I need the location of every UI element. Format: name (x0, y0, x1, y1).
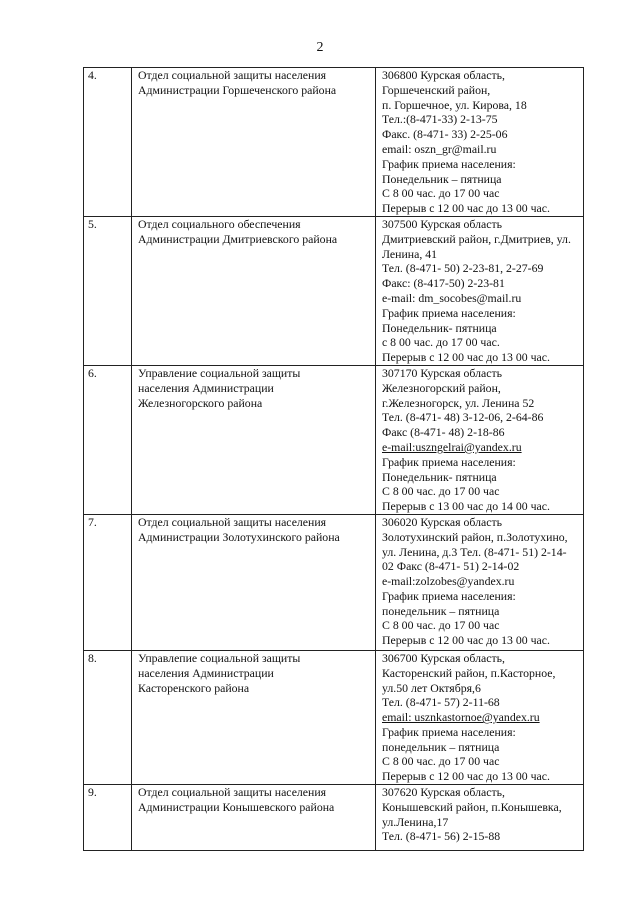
contact-line: понедельник – пятница (382, 739, 500, 754)
office-name-cell (132, 68, 376, 217)
row-number: 4. (84, 68, 132, 217)
contact-line: С 8 00 час. до 17 00 час (382, 186, 500, 201)
office-name-line: Администрации Конышевского района (138, 799, 335, 814)
contact-line: Тел. (8-471- 56) 2-15-88 (382, 829, 501, 844)
table-row (84, 514, 584, 650)
office-name-line: Отдел социальной защиты населения (138, 68, 327, 82)
contact-line: e-mail: dm_socobes@mail.ru (382, 290, 522, 305)
office-name-cell (132, 650, 376, 784)
contact-line: понедельник – пятница (382, 603, 500, 618)
contact-line: Горшеченский район, (382, 82, 491, 97)
contact-line: email: oszn_gr@mail.ru (382, 141, 497, 156)
contact-line: Понедельник- пятница (382, 320, 497, 335)
row-number: 5. (84, 216, 132, 365)
table-body (84, 68, 584, 851)
contact-line: График приема населения: (382, 588, 516, 603)
office-contact-cell (376, 650, 584, 784)
contact-line: ул. Ленина, д.3 Тел. (8-471- 51) 2-14- (382, 544, 567, 559)
contact-line: ул.Ленина,17 (382, 814, 449, 829)
office-name-cell (132, 216, 376, 365)
office-contact-cell (376, 514, 584, 650)
office-name-line: Отдел социального обеспечения (138, 216, 301, 231)
contact-line: График приема населения: (382, 724, 516, 739)
office-name-line: Администрации Золотухинского района (138, 529, 340, 544)
contact-line: e-mail:zolzobes@yandex.ru (382, 574, 515, 589)
social-protection-offices-table (83, 67, 584, 851)
contact-line: 02 Факс (8-471- 51) 2-14-02 (382, 559, 520, 574)
office-name-line: Отдел социальной защиты населения (138, 785, 327, 800)
contact-line: С 8 00 час. до 17 00 час (382, 618, 500, 633)
office-contact-cell (376, 365, 584, 514)
contact-line: Железногорский район, (382, 380, 501, 395)
office-name-line: Администрации Дмитриевского района (138, 231, 338, 246)
contact-line: Факс (8-471- 48) 2-18-86 (382, 425, 505, 440)
office-contact-cell (376, 216, 584, 365)
table-row (84, 785, 584, 851)
row-number: 6. (84, 365, 132, 514)
contact-line: Тел. (8-471- 48) 3-12-06, 2-64-86 (382, 410, 544, 425)
contact-line: График приема населения: (382, 156, 516, 171)
contact-line: Тел. (8-471- 57) 2-11-68 (382, 695, 500, 710)
contact-line: Факс: (8-417-50) 2-23-81 (382, 276, 505, 291)
office-contact-cell (376, 785, 584, 851)
office-name-line: населения Администрации (138, 665, 274, 680)
contact-line: Перерыв с 12 00 час до 13 00 час. (382, 633, 550, 648)
contact-line: с 8 00 час. до 17 00 час. (382, 335, 500, 350)
contact-line: График приема населения: (382, 305, 516, 320)
contact-line: Тел.:(8-471-33) 2-13-75 (382, 112, 498, 127)
contact-line: График приема населения: (382, 454, 516, 469)
contact-line: Перерыв с 12 00 час до 13 00 час. (382, 350, 550, 365)
contact-line: 306020 Курская область (382, 514, 503, 529)
contact-line: 306800 Курская область, (382, 68, 505, 82)
office-name-line: Управлепие социальной защиты (138, 650, 301, 665)
office-name-cell (132, 785, 376, 851)
contact-line: Перерыв с 12 00 час до 13 00 час. (382, 201, 550, 216)
contact-line: Понедельник- пятница (382, 469, 497, 484)
contact-line: Тел. (8-471- 50) 2-23-81, 2-27-69 (382, 261, 544, 276)
contact-line: Дмитриевский район, г.Дмитриев, ул. (382, 231, 571, 246)
email-link[interactable]: e-mail:uszngelrai@yandex.ru (382, 439, 522, 454)
office-name-line: Железногорского района (138, 395, 263, 410)
contact-line: г.Железногорск, ул. Ленина 52 (382, 395, 535, 410)
contact-line: С 8 00 час. до 17 00 час (382, 484, 500, 499)
contact-line: Ленина, 41 (382, 246, 438, 261)
office-name-cell (132, 514, 376, 650)
contact-line: ул.50 лет Октября,6 (382, 680, 481, 695)
email-link[interactable]: email: usznkastornoe@yandex.ru (382, 710, 540, 725)
contact-line: Золотухинский район, п.Золотухино, (382, 529, 568, 544)
contact-line: 307170 Курская область (382, 365, 503, 380)
contact-line: Перерыв с 13 00 час до 14 00 час. (382, 499, 550, 514)
contact-line: С 8 00 час. до 17 00 час (382, 754, 500, 769)
office-name-line: Отдел социальной защиты населения (138, 514, 327, 529)
page-number: 2 (316, 40, 324, 55)
contact-line: 306700 Курская область, (382, 650, 505, 665)
contact-line: 307620 Курская область, (382, 785, 505, 800)
contact-line: Понедельник – пятница (382, 171, 502, 186)
office-name-line: Администрации Горшеченского района (138, 82, 337, 97)
table-row (84, 216, 584, 365)
contact-line: Перерыв с 12 00 час до 13 00 час. (382, 769, 550, 784)
row-number: 8. (84, 650, 132, 784)
row-number: 9. (84, 785, 132, 851)
office-name-cell (132, 365, 376, 514)
table-row (84, 650, 584, 784)
contact-line: Конышевский район, п.Конышевка, (382, 799, 562, 814)
table-row (84, 365, 584, 514)
contact-line: 307500 Курская область (382, 216, 503, 231)
office-name-line: Касторенского района (138, 680, 250, 695)
row-number: 7. (84, 514, 132, 650)
table-row (84, 68, 584, 217)
contact-line: Факс. (8-471- 33) 2-25-06 (382, 127, 508, 142)
office-contact-cell (376, 68, 584, 217)
office-name-line: Управление социальной защиты (138, 365, 301, 380)
contact-line: п. Горшечное, ул. Кирова, 18 (382, 97, 527, 112)
office-name-line: населения Администрации (138, 380, 274, 395)
contact-line: Касторенский район, п.Касторное, (382, 665, 556, 680)
